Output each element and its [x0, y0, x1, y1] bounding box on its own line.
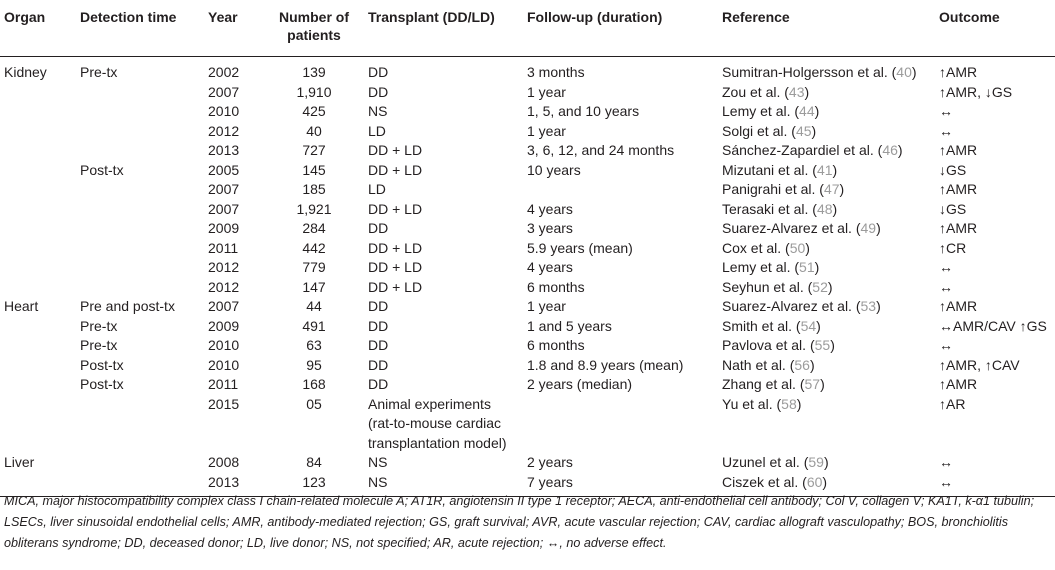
- cell-organ: [0, 161, 76, 181]
- cell-transplant: DD: [368, 64, 389, 80]
- cell-reference: [718, 122, 935, 142]
- reference-number[interactable]: 60: [806, 473, 823, 490]
- reference-close: ): [796, 395, 802, 412]
- cell-follow-up: 6 months: [527, 337, 585, 353]
- cell-organ: [0, 278, 76, 298]
- cell-reference: [718, 278, 935, 298]
- table-row: [0, 356, 1055, 376]
- table-body: [0, 57, 1055, 497]
- reference-author: Yu et al. (: [722, 395, 782, 412]
- cell-detection-time: Pre-tx: [80, 317, 118, 334]
- reference-author: Zhang et al. (: [722, 376, 805, 392]
- reference-close: ): [816, 317, 821, 334]
- table-row: [0, 180, 1055, 200]
- cell-year: 2012: [208, 278, 240, 295]
- reference-close: ): [827, 278, 833, 295]
- cell-outcome: ↑CR: [939, 239, 967, 256]
- reference-author: Panigrahi et al. (: [722, 181, 824, 197]
- cell-organ: [0, 356, 76, 376]
- reference-number[interactable]: 58: [781, 395, 797, 412]
- cell-outcome: ↑AMR: [939, 220, 978, 236]
- header-number-of-patients: Number of patients: [264, 6, 364, 57]
- cell-follow-up: 3, 6, 12, and 24 months: [527, 142, 675, 158]
- cell-outcome: ↑AMR: [939, 376, 978, 392]
- cell-year: 2010: [208, 337, 240, 353]
- cell-follow-up: 5.9 years (mean): [527, 239, 633, 256]
- reference-number[interactable]: 51: [799, 259, 815, 275]
- cell-organ: [0, 200, 76, 220]
- cell-outcome: ↓GS: [939, 161, 967, 178]
- cell-organ: [0, 336, 76, 356]
- cell-reference: [718, 161, 935, 181]
- cell-detection-time: [76, 200, 204, 220]
- cell-year: 2007: [208, 83, 240, 100]
- cell-outcome: ↓GS: [939, 200, 967, 217]
- reference-author: Smith et al. (: [722, 317, 801, 334]
- table-row: [0, 336, 1055, 356]
- cell-patients: 05: [306, 395, 322, 412]
- cell-follow-up: 1 year: [527, 83, 566, 100]
- reference-close: ): [830, 337, 835, 353]
- reference-close: ): [811, 122, 817, 139]
- cell-patients: 1,921: [296, 200, 332, 217]
- cell-reference: [718, 297, 935, 317]
- reference-number[interactable]: 41: [816, 161, 833, 178]
- cell-organ: [0, 219, 76, 239]
- cell-reference: [718, 102, 935, 122]
- cell-follow-up: 3 years: [527, 220, 573, 236]
- cell-year: 2007: [208, 298, 240, 314]
- reference-number[interactable]: 45: [795, 122, 812, 139]
- cell-transplant: DD: [368, 298, 389, 314]
- cell-year: 2005: [208, 161, 240, 178]
- cell-year: 2010: [208, 356, 240, 373]
- cell-follow-up: 2 years (median): [527, 376, 633, 392]
- cell-year: 2012: [208, 122, 240, 139]
- cell-patients: 491: [302, 317, 326, 334]
- table-row: [0, 102, 1055, 122]
- cell-organ: Kidney: [4, 64, 47, 80]
- cell-transplant: DD + LD: [368, 161, 423, 178]
- reference-number[interactable]: 52: [812, 278, 828, 295]
- reference-close: ): [832, 200, 838, 217]
- table-row: [0, 200, 1055, 220]
- data-table: [0, 6, 1055, 497]
- cell-follow-up: 4 years: [527, 259, 573, 275]
- cell-follow-up: 2 years: [527, 454, 573, 470]
- cell-detection-time: Post-tx: [80, 356, 124, 373]
- cell-year: 2009: [208, 220, 240, 236]
- cell-organ: Heart: [4, 298, 39, 314]
- cell-organ: [0, 83, 76, 103]
- reference-number[interactable]: 56: [794, 356, 810, 373]
- cell-follow-up: [523, 395, 718, 454]
- cell-reference: [718, 239, 935, 259]
- reference-author: Lemy et al. (: [722, 103, 800, 119]
- cell-follow-up: 6 months: [527, 278, 585, 295]
- cell-patients: 779: [302, 259, 326, 275]
- cell-patients: 123: [264, 473, 364, 497]
- cell-organ: [0, 395, 76, 454]
- cell-reference: [718, 57, 935, 83]
- cell-transplant: DD: [368, 220, 389, 236]
- cell-year: 2008: [208, 454, 240, 470]
- cell-transplant: DD: [368, 356, 389, 373]
- reference-number[interactable]: 53: [860, 298, 877, 314]
- cell-follow-up: 3 months: [527, 64, 585, 80]
- cell-transplant: LD: [368, 181, 386, 197]
- cell-organ: [0, 102, 76, 122]
- table-row: [0, 317, 1055, 337]
- table-row: [0, 57, 1055, 83]
- cell-transplant: DD: [368, 337, 389, 353]
- cell-detection-time: [76, 83, 204, 103]
- cell-patients: 1,910: [296, 83, 332, 100]
- reference-author: Lemy et al. (: [722, 259, 800, 275]
- reference-author: Sumitran-Holgersson et al. (: [722, 64, 897, 80]
- cell-year: 2007: [208, 181, 240, 197]
- cell-detection-time: [76, 219, 204, 239]
- cell-organ: [0, 141, 76, 161]
- reference-close: ): [876, 220, 881, 236]
- cell-year: 2013: [208, 142, 240, 158]
- cell-year: 2002: [208, 64, 240, 80]
- reference-close: ): [820, 376, 825, 392]
- cell-follow-up: 1 year: [527, 298, 566, 314]
- cell-outcome: ↔: [939, 337, 953, 353]
- header-follow-up: Follow-up (duration): [523, 6, 718, 57]
- cell-transplant: DD + LD: [368, 142, 423, 158]
- reference-number[interactable]: 55: [814, 337, 831, 353]
- cell-organ: [0, 239, 76, 259]
- header-outcome: Outcome: [935, 6, 1055, 57]
- cell-organ: [0, 180, 76, 200]
- reference-number[interactable]: 46: [882, 142, 898, 158]
- cell-reference: [718, 356, 935, 376]
- cell-detection-time: Post-tx: [80, 376, 124, 392]
- reference-close: ): [839, 181, 845, 197]
- reference-close: ): [809, 356, 815, 373]
- cell-follow-up: 4 years: [527, 200, 573, 217]
- cell-outcome: ↑AMR: [939, 298, 978, 314]
- cell-patients: 185: [302, 181, 326, 197]
- cell-organ: [0, 258, 76, 278]
- table-row: [0, 122, 1055, 142]
- reference-close: ): [823, 454, 829, 470]
- reference-author: Uzunel et al. (: [722, 454, 809, 470]
- reference-author: Zou et al. (: [722, 83, 789, 100]
- table-row: [0, 141, 1055, 161]
- cell-patients: 145: [302, 161, 326, 178]
- cell-outcome: ↔: [939, 278, 953, 295]
- cell-reference: [718, 258, 935, 278]
- cell-detection-time: [76, 122, 204, 142]
- table-row: [0, 258, 1055, 278]
- cell-transplant: NS: [368, 454, 388, 470]
- header-year: Year: [204, 6, 264, 57]
- table-row: [0, 297, 1055, 317]
- cell-reference: [718, 453, 935, 473]
- reference-author: Mizutani et al. (: [722, 161, 817, 178]
- reference-author: Terasaki et al. (: [722, 200, 817, 217]
- cell-outcome: ↑AMR, ↓GS: [939, 83, 1013, 100]
- cell-outcome: ↑AMR, ↑CAV: [939, 356, 1020, 373]
- cell-patients: 139: [302, 64, 326, 80]
- table-row: [0, 219, 1055, 239]
- table-row: [0, 83, 1055, 103]
- cell-patients: 63: [306, 337, 322, 353]
- cell-patients: 84: [306, 454, 322, 470]
- reference-number[interactable]: 48: [816, 200, 833, 217]
- cell-patients: 95: [306, 356, 322, 373]
- reference-number[interactable]: 59: [808, 454, 824, 470]
- header-transplant: Transplant (DD/LD): [364, 6, 523, 57]
- cell-detection-time: [76, 180, 204, 200]
- cell-follow-up: 1.8 and 8.9 years (mean): [527, 356, 684, 373]
- table-row: [0, 278, 1055, 298]
- reference-close: ): [876, 298, 881, 314]
- reference-author: Solgi et al. (: [722, 122, 796, 139]
- cell-follow-up: 1 and 5 years: [527, 317, 612, 334]
- cell-outcome: ↑AR: [939, 395, 966, 412]
- reference-author: Sánchez-Zapardiel et al. (: [722, 142, 883, 158]
- table-row: [0, 453, 1055, 473]
- cell-year: 2015: [208, 395, 240, 412]
- cell-transplant: DD: [368, 376, 389, 392]
- cell-year: 2007: [208, 200, 240, 217]
- reference-number[interactable]: 49: [860, 220, 877, 236]
- cell-detection-time: Pre and post-tx: [80, 298, 175, 314]
- table-row: [0, 375, 1055, 395]
- cell-year: 2010: [208, 103, 240, 119]
- cell-outcome: ↔: [935, 473, 1055, 497]
- cell-reference: [718, 395, 935, 454]
- cell-reference: [718, 83, 935, 103]
- cell-transplant: DD: [368, 317, 389, 334]
- cell-transplant: NS: [364, 473, 523, 497]
- table-row: [0, 239, 1055, 259]
- table-footnote: MICA, major histocompatibility complex class I chain-related molecule A; AT1R, angiotensin II type 1 receptor; AECA, anti-endothelial cell antibody; Col V, collagen V; KA1T, k-α1 tubulin; LSECs, liver sinusoidal endothelial cells; AMR, antibody-mediated rejection; GS, graft survival; AVR, acute vascular rejection; CAV, cardiac allograft vasculopathy; BOS, bronchiolitis obliterans syndrome; DD, deceased donor; LD, live donor; NS, not specified; AR, acute rejection; ↔, no adverse effect.: [4, 494, 1035, 550]
- reference-author: Suarez-Alvarez et al. (: [722, 220, 861, 236]
- reference-close: ): [832, 161, 838, 178]
- cell-outcome: ↔AMR/CAV ↑GS: [939, 317, 1047, 334]
- reference-close: ): [897, 142, 903, 158]
- header-row: [0, 6, 1055, 57]
- cell-detection-time: [76, 239, 204, 259]
- cell-follow-up: 10 years: [527, 161, 581, 178]
- reference-close: ): [911, 64, 917, 80]
- cell-reference: [718, 336, 935, 356]
- reference-number[interactable]: 44: [799, 103, 815, 119]
- reference-author: Nath et al. (: [722, 356, 795, 373]
- cell-detection-time: Pre-tx: [80, 64, 118, 80]
- cell-detection-time: Post-tx: [80, 161, 124, 178]
- cell-reference: [718, 200, 935, 220]
- reference-author: Cox et al. (: [722, 239, 790, 256]
- cell-year: 2013: [204, 473, 264, 497]
- cell-detection-time: [76, 395, 204, 454]
- cell-follow-up: 1 year: [527, 122, 566, 139]
- reference-close: ): [814, 259, 820, 275]
- cell-organ: Liver: [4, 454, 35, 470]
- cell-transplant: DD: [368, 83, 389, 100]
- cell-outcome: ↔: [939, 259, 953, 275]
- cell-transplant: NS: [368, 103, 388, 119]
- cell-transplant: DD + LD: [368, 259, 423, 275]
- cell-reference: [718, 180, 935, 200]
- reference-close: ): [804, 83, 810, 100]
- header-detection-time: Detection time: [76, 6, 204, 57]
- cell-outcome: ↔: [939, 454, 953, 470]
- cell-detection-time: [76, 453, 204, 473]
- reference-author: Ciszek et al. (: [722, 473, 807, 490]
- cell-patients: 284: [302, 220, 326, 236]
- cell-reference: [718, 141, 935, 161]
- cell-year: 2011: [208, 376, 239, 392]
- reference-close: ): [822, 473, 828, 490]
- cell-follow-up: 7 years: [523, 473, 718, 497]
- cell-patients: 147: [302, 278, 326, 295]
- cell-follow-up: [523, 180, 718, 200]
- reference-number[interactable]: 54: [800, 317, 817, 334]
- reference-author: Pavlova et al. (: [722, 337, 815, 353]
- cell-year: 2011: [208, 239, 239, 256]
- cell-detection-time: [76, 102, 204, 122]
- cell-patients: 44: [306, 298, 322, 314]
- cell-detection-time: Pre-tx: [80, 337, 118, 353]
- cell-reference: [718, 375, 935, 395]
- reference-author: Suarez-Alvarez et al. (: [722, 298, 861, 314]
- cell-detection-time: [76, 141, 204, 161]
- cell-outcome: ↑AMR: [939, 181, 978, 197]
- cell-outcome: ↑AMR: [939, 64, 978, 80]
- cell-outcome: ↔: [939, 103, 953, 119]
- cell-organ: [0, 317, 76, 337]
- reference-close: ): [814, 103, 820, 119]
- cell-detection-time: [76, 258, 204, 278]
- cell-patients: 168: [302, 376, 326, 392]
- cell-organ: [0, 375, 76, 395]
- header-reference: Reference: [718, 6, 935, 57]
- cell-transplant: LD: [368, 122, 386, 139]
- reference-number[interactable]: 57: [804, 376, 821, 392]
- reference-number[interactable]: 40: [896, 64, 912, 80]
- cell-follow-up: 1, 5, and 10 years: [527, 103, 640, 119]
- cell-organ: [0, 122, 76, 142]
- cell-transplant: Animal experiments (rat-to-mouse cardiac transplantation model): [368, 395, 507, 451]
- cell-transplant: DD + LD: [368, 239, 423, 256]
- cell-patients: 727: [302, 142, 326, 158]
- cell-outcome: ↑AMR: [939, 142, 978, 158]
- cell-patients: 40: [306, 122, 322, 139]
- cell-reference: [718, 317, 935, 337]
- header-organ: Organ: [0, 6, 76, 57]
- table-row: [0, 161, 1055, 181]
- cell-reference: [718, 219, 935, 239]
- cell-transplant: DD + LD: [368, 278, 423, 295]
- cell-year: 2009: [208, 317, 240, 334]
- cell-detection-time: [76, 278, 204, 298]
- cell-outcome: ↔: [939, 122, 953, 139]
- cell-patients: 442: [302, 239, 326, 256]
- reference-number[interactable]: 43: [788, 83, 805, 100]
- reference-number[interactable]: 47: [823, 181, 840, 197]
- table-row: [0, 395, 1055, 454]
- cell-patients: 425: [302, 103, 326, 119]
- reference-number[interactable]: 50: [789, 239, 806, 256]
- cell-year: 2012: [208, 259, 240, 275]
- cell-transplant: DD + LD: [368, 200, 423, 217]
- reference-author: Seyhun et al. (: [722, 278, 813, 295]
- reference-close: ): [805, 239, 810, 256]
